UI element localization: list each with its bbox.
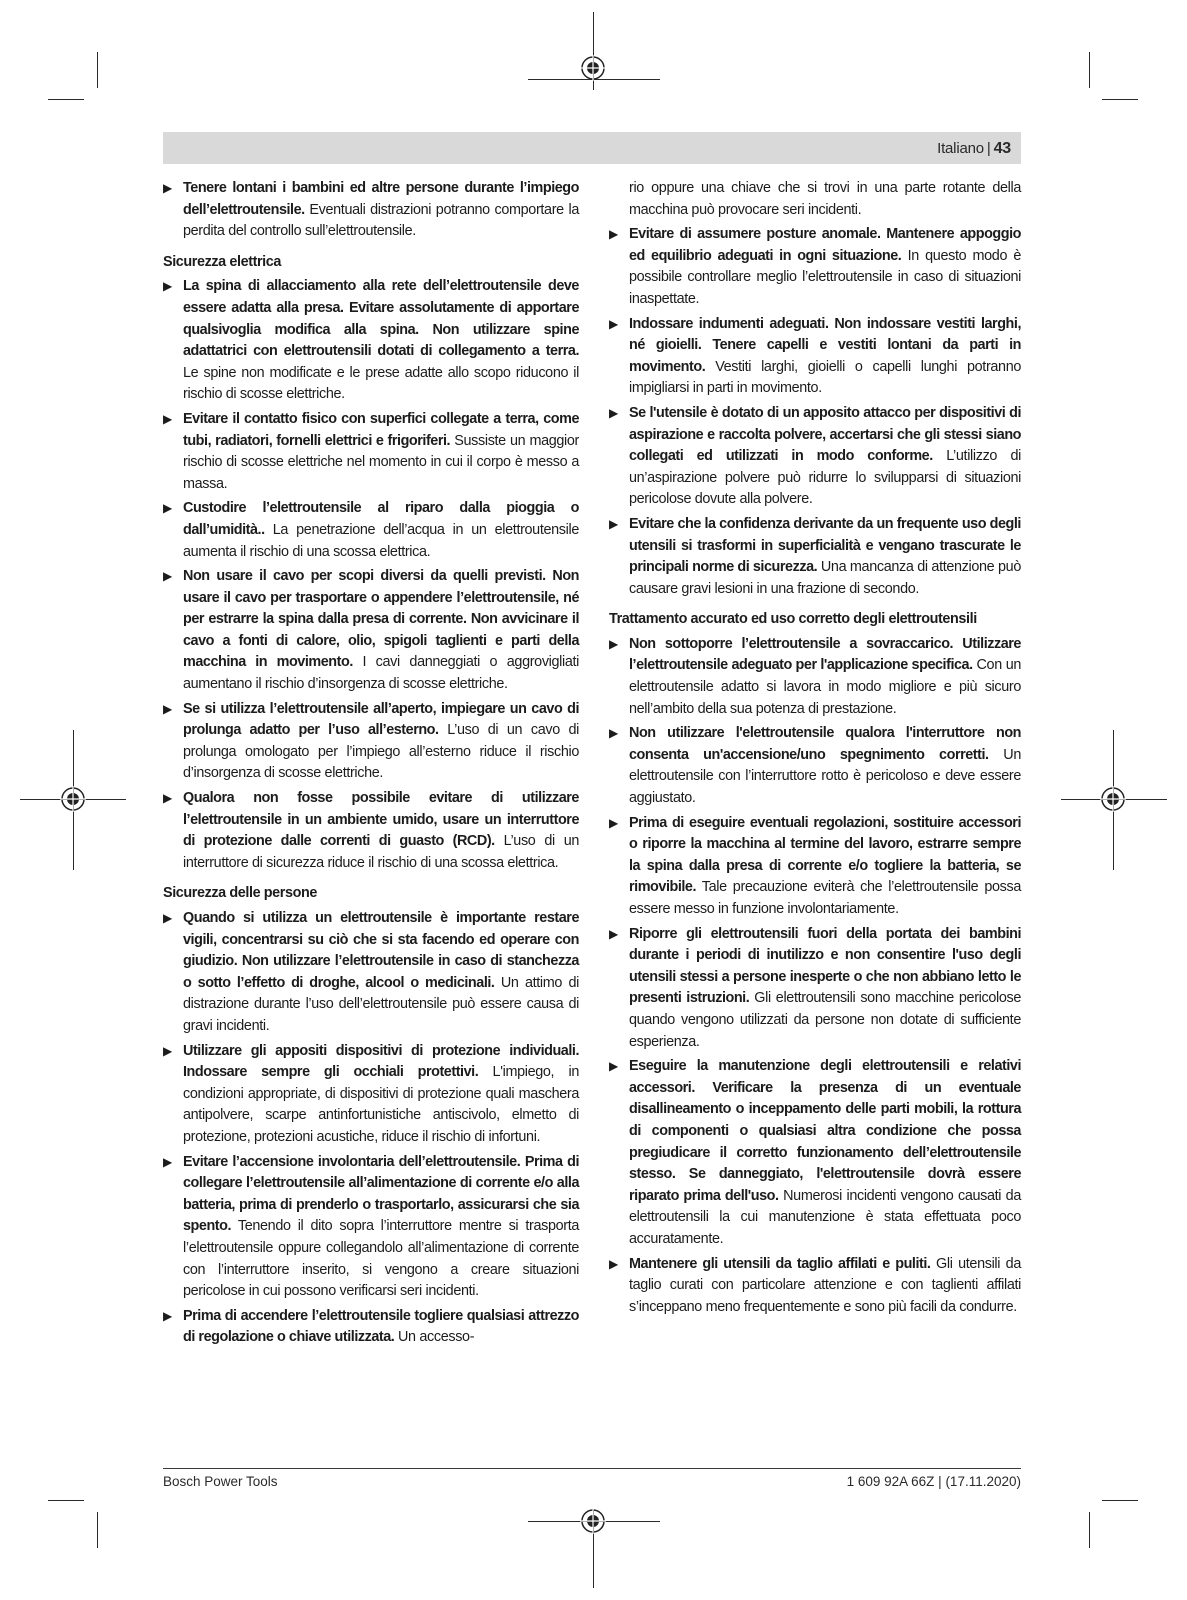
item-bold: Evitare il contatto fisico con superfici collegate a terra, come tubi, radiatori, fornelli elettrici e frigoriferi.: [183, 410, 579, 449]
item-text: La penetrazione dell’acqua in un elettroutensile aumenta il rischio di una scossa elettrica.: [183, 521, 579, 560]
list-item: [163, 699, 579, 785]
registration-target-icon: [1100, 786, 1126, 812]
item-bold: Indossare indumenti adeguati. Non indossare vestiti larghi, né gioielli. Tenere capelli e vestiti lontani da parti in movimento.: [629, 315, 1021, 375]
item-text: In questo modo è possibile controllare meglio l’elettroutensile in caso di situazioni inaspettate.: [629, 247, 1021, 307]
registration-target-icon: [580, 55, 606, 81]
section-heading: Sicurezza elettrica: [163, 253, 281, 270]
right-column: [609, 178, 1021, 1321]
item-bold: Utilizzare gli appositi dispositivi di protezione individuali. Indossare sempre gli occhiali protettivi.: [183, 1042, 579, 1081]
item-bold: Custodire l’elettroutensile al riparo dalla pioggia o dall’umidità..: [183, 500, 579, 538]
item-text: Un attimo di distrazione durante l’uso dell’elettroutensile può essere causa di gravi incidenti.: [183, 974, 579, 1034]
item-bold: Non utilizzare l'elettroutensile qualora l'interruttore non consenta un'accensione/uno spegnimento corretti.: [629, 725, 1021, 763]
list-item: [163, 566, 579, 696]
item-bold: Evitare di assumere posture anomale. Mantenere appoggio ed equilibrio adeguati in ogni situazione.: [629, 226, 1021, 264]
item-text: I cavi danneggiati o aggrovigliati aumentano il rischio d’insorgenza di scosse elettriche.: [183, 654, 580, 693]
registration-target-icon: [60, 786, 86, 812]
crop-mark: [48, 1500, 84, 1501]
list-item: [609, 813, 1021, 921]
page-header: [937, 140, 1011, 158]
header-band: [163, 132, 1021, 164]
list-item: [163, 1306, 579, 1349]
footer-doc-id: 1 609 92A 66Z | (17.11.2020): [846, 1474, 1021, 1489]
item-text: Numerosi incidenti vengono causati da elettroutensili la cui manutenzione è stata effettuata poco accuratamente.: [629, 1187, 1021, 1247]
item-bold: La spina di allacciamento alla rete dell’elettroutensile deve essere adatta alla presa. Evitare assolutamente di apportare qualsivoglia modifica alla spina. Non utilizzare spine adattatrici con elettroutensili dotati di collegamento a terra.: [183, 278, 579, 360]
header-separator: |: [986, 140, 991, 157]
list-item: [609, 403, 1021, 511]
footer-brand: Bosch Power Tools: [163, 1474, 278, 1489]
list-item: [609, 514, 1021, 600]
section-heading: Trattamento accurato ed uso corretto degli elettroutensili: [609, 611, 977, 628]
item-text: Un accesso-: [398, 1329, 475, 1346]
item-bold: Non sottoporre l’elettroutensile a sovraccarico. Utilizzare l’elettroutensile adeguato per l'applicazione specifica.: [629, 635, 1021, 674]
item-text: Un elettroutensile con l’interruttore rotto è pericoloso e deve essere aggiustato.: [629, 746, 1021, 807]
continuation-text: rio oppure una chiave che si trovi in una parte rotante della macchina può provocare seri incidenti.: [629, 180, 1021, 218]
crop-mark: [1102, 1500, 1138, 1501]
item-bold: Non usare il cavo per scopi diversi da quelli previsti. Non usare il cavo per trasportare o appendere l’elettroutensile, né per estrarre la spina dalla presa di corrente. Non avvicinare il cavo a fonti di calore, olio, spigoli taglienti e parti della macchina in movimento.: [183, 568, 579, 671]
crop-mark: [1102, 99, 1138, 100]
item-bold: Riporre gli elettroutensili fuori della portata dei bambini durante i periodi di inutilizzo e non consentire l'uso degli utensili stessi a persone inesperte o che non abbiano letto le presenti istruzioni.: [629, 925, 1021, 1007]
footer-rule: [163, 1468, 1021, 1469]
registration-target-icon: [580, 1508, 606, 1534]
list-item: [163, 1041, 579, 1149]
left-column: [163, 178, 579, 1352]
item-bold: Prima di eseguire eventuali regolazioni, sostituire accessori o riporre la macchina al termine del lavoro, estrarre sempre la spina dalla presa di corrente e/o togliere la batteria, se rimovibile.: [629, 814, 1021, 896]
item-text: Con un elettroutensile adatto si lavora in modo migliore e più sicuro nell’ambito della sua potenza di prestazione.: [629, 657, 1021, 717]
header-language: Italiano: [937, 140, 984, 157]
list-item: [163, 498, 579, 563]
list-item: [163, 276, 579, 406]
page-number: 43: [993, 140, 1011, 157]
list-item: [609, 314, 1021, 400]
item-bold: Qualora non fosse possibile evitare di utilizzare l’elettroutensile in un ambiente umido, usare un interruttore di protezione dalle correnti di guasto (RCD).: [183, 790, 579, 850]
item-text: L’uso di un cavo di prolunga omologato per l’impiego all’esterno riduce il rischio d’insorgenza di scosse elettriche.: [183, 722, 579, 782]
item-bold: Mantenere gli utensili da taglio affilati e puliti.: [629, 1255, 931, 1272]
crop-mark: [97, 52, 98, 88]
item-bold: Evitare che la confidenza derivante da un frequente uso degli utensili si trasformi in superficialità e vengano trascurate le principali norme di sicurezza.: [629, 515, 1021, 576]
list-item: [163, 178, 579, 243]
item-bold: Se si utilizza l’elettroutensile all’aperto, impiegare un cavo di prolunga adatto per l’uso all’esterno.: [183, 700, 579, 739]
item-text: Eventuali distrazioni potranno comportare la perdita del controllo sull’elettroutensile.: [183, 201, 579, 240]
item-text: L’utilizzo di un’aspirazione polvere può ridurre lo svilupparsi di situazioni pericolose dovute alla polvere.: [629, 448, 1021, 508]
list-item: [609, 924, 1021, 1054]
item-text: Vestiti larghi, gioielli o capelli lunghi potranno impigliarsi in parti in movimento.: [629, 358, 1021, 397]
list-item: [163, 1152, 579, 1303]
list-item: [609, 1254, 1021, 1319]
item-text: Tenendo il dito sopra l’interruttore mentre si trasporta l’elettroutensile oppure collegandolo all’alimentazione di corrente con l’interruttore inserito, si vengono a creare situazioni pericolose in cui possono verificarsi seri incidenti.: [183, 1218, 579, 1300]
list-item: [609, 1056, 1021, 1250]
item-text: Una mancanza di attenzione può causare gravi lesioni in una frazione di secondo.: [629, 559, 1021, 597]
section-heading: Sicurezza delle persone: [163, 885, 317, 902]
crop-mark: [48, 99, 84, 100]
item-bold: Quando si utilizza un elettroutensile è importante restare vigili, concentrarsi su ciò che si sta facendo ed operare con giudizio. Non utilizzare l’elettroutensile in caso di stanchezza o sotto l’effetto di droghe, alcool o medicinali.: [183, 910, 579, 991]
list-item: [609, 723, 1021, 809]
list-item: [609, 224, 1021, 310]
list-item: [163, 788, 579, 874]
item-bold: Prima di accendere l’elettroutensile togliere qualsiasi attrezzo di regolazione o chiave utilizzata.: [183, 1307, 579, 1346]
item-text: Sussiste un maggior rischio di scosse elettriche nel momento in cui il corpo è messo a massa.: [183, 432, 579, 492]
crop-mark: [97, 1512, 98, 1548]
item-text: Tale precauzione eviterà che l’elettroutensile possa essere messo in funzione involontariamente.: [629, 879, 1022, 917]
crop-mark: [1089, 1512, 1090, 1548]
item-text: Gli elettroutensili sono macchine pericolose quando vengono utilizzati da persone non dotate di sufficiente esperienza.: [629, 990, 1021, 1050]
item-text: Le spine non modificate e le prese adatte allo scopo riducono il rischio di scosse elettriche.: [183, 364, 579, 403]
item-bold: Tenere lontani i bambini ed altre persone durante l’impiego dell’elettroutensile.: [183, 180, 579, 218]
list-item: [609, 634, 1021, 720]
item-bold: Se l'utensile è dotato di un apposito attacco per dispositivi di aspirazione e raccolta polvere, accertarsi che gli stessi siano collegati ed utilizzati in modo conforme.: [629, 404, 1021, 465]
item-text: L'impiego, in condizioni appropriate, di dispositivi di protezione quali maschera antipolvere, scarpe antinfortunistiche antiscivolo, elmetto di protezione, protezioni acustiche, riduce il rischio di infortuni.: [183, 1064, 579, 1145]
item-text: L’uso di un interruttore di sicurezza riduce il rischio di una scossa elettrica.: [183, 833, 580, 871]
crop-mark: [1089, 52, 1090, 88]
list-item: [163, 908, 579, 1038]
item-text: Gli utensili da taglio curati con particolare attenzione e con taglienti affilati s’inceppano meno frequentemente e sono più facili da condurre.: [629, 1255, 1021, 1315]
item-bold: Evitare l’accensione involontaria dell’elettroutensile. Prima di collegare l’elettroutensile all’alimentazione di corrente e/o alla batteria, prima di prenderlo o trasportarlo, assicurarsi che sia spento.: [183, 1153, 579, 1235]
list-item: [163, 409, 579, 495]
item-bold: Eseguire la manutenzione degli elettroutensili e relativi accessori. Verificare la presenza di un eventuale disallineamento o inceppamento delle parti mobili, la rottura di componenti o qualsiasi altra condizione che possa pregiudicare il corretto funzionamento dell’elettroutensile stesso. Se danneggiato, l'elettroutensile dovrà essere riparato prima dell'uso.: [629, 1058, 1021, 1204]
